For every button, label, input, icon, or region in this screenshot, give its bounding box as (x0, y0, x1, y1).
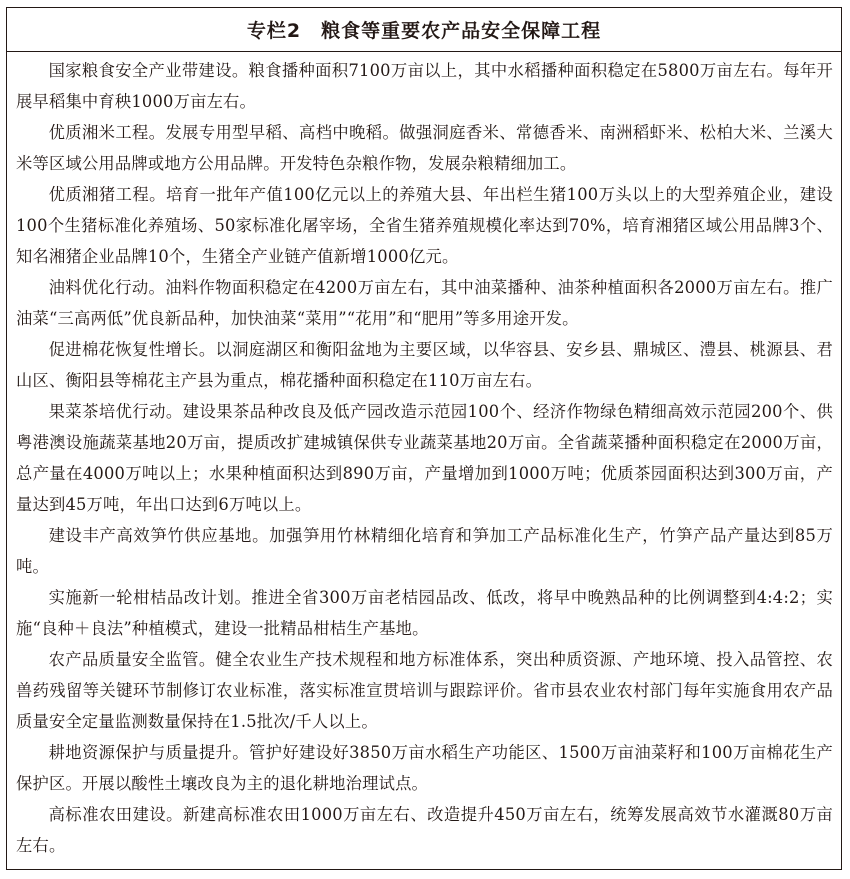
paragraph-lead: 油料优化行动。 (48, 278, 166, 297)
paragraph-lead: 优质湘米工程。 (48, 123, 166, 142)
paragraph-lead: 实施新一轮柑桔品改计划。 (48, 588, 252, 607)
paragraph-lead: 耕地资源保护与质量提升。 (48, 743, 249, 762)
paragraph-lead: 农产品质量安全监管。 (48, 650, 216, 669)
paragraph-hunan-pig (16, 179, 833, 272)
paragraph-lead: 促进棉花恢复性增长。 (48, 340, 216, 359)
paragraph-text: 建设果茶品种改良及低产园改造示范园100个、经济作物绿色精细高效示范园200个、供粤港澳设施蔬菜基地20万亩，提质改扩建城镇保供专业蔬菜基地20万亩。全省蔬菜播种面积稳定在2000万亩，总产量在4000万吨以上；水果种植面积达到890万亩，产量增加到1000万吨；优质茶园面积达到300万亩，产量达到45万吨，年出口达到6万吨以上。 (16, 402, 834, 514)
paragraph-lead: 果菜茶培优行动。 (48, 402, 183, 421)
paragraph-text: 以洞庭湖区和衡阳盆地为主要区域，以华容县、安乡县、鼎城区、澧县、桃源县、君山区、衡阳县等棉花主产县为重点，棉花播种面积稳定在110万亩左右。 (16, 340, 833, 390)
box-body (7, 52, 841, 861)
paragraph-oil-crops (16, 272, 833, 334)
paragraph-fruit-veg-tea (16, 396, 833, 520)
paragraph-text: 加强笋用竹林精细化培育和笋加工产品标准化生产，竹笋产品产量达到85万吨。 (16, 526, 833, 576)
paragraph-text: 发展专用型早稻、高档中晚稻。做强洞庭香米、常德香米、南洲稻虾米、松柏大米、兰溪大米等区域公用品牌或地方公用品牌。开发特色杂粮作物，发展杂粮精细加工。 (16, 123, 833, 173)
paragraph-text: 培育一批年产值100亿元以上的养殖大县、年出栏生猪100万头以上的大型养殖企业，建设100个生猪标准化养殖场、50家标准化屠宰场，全省生猪养殖规模化率达到70%，培育湘猪区域公用品牌3个、知名湘猪企业品牌10个，生猪全产业链产值新增1000亿元。 (16, 185, 833, 266)
paragraph-text: 油料作物面积稳定在4200万亩左右，其中油菜播种、油茶种植面积各2000万亩左右。推广油菜“三高两低”优良新品种，加快油菜“菜用”“花用”和“肥用”等多用途开发。 (16, 278, 833, 328)
paragraph-text: 推进全省300万亩老桔园品改、低改，将早中晚熟品种的比例调整到4:4:2；实施“良种＋良法”种植模式，建设一批精品柑桔生产基地。 (16, 588, 833, 638)
paragraph-citrus (16, 582, 833, 644)
paragraph-hunan-rice (16, 117, 833, 179)
paragraph-lead: 国家粮食安全产业带建设。 (48, 61, 249, 80)
paragraph-high-standard-farmland (16, 799, 833, 861)
box-title: 专栏2 粮食等重要农产品安全保障工程 (7, 8, 841, 52)
paragraph-lead: 优质湘猪工程。 (48, 185, 166, 204)
paragraph-text: 管护好建设好3850万亩水稻生产功能区、1500万亩油菜籽和100万亩棉花生产保护区。开展以酸性土壤改良为主的退化耕地治理试点。 (16, 743, 834, 793)
paragraph-text: 粮食播种面积7100万亩以上，其中水稻播种面积稳定在5800万亩左右。每年开展早稻集中育秧1000万亩左右。 (16, 61, 833, 111)
paragraph-lead: 建设丰产高效笋竹供应基地。 (48, 526, 270, 545)
paragraph-text: 新建高标准农田1000万亩左右、改造提升450万亩左右，统筹发展高效节水灌溉80万亩左右。 (16, 805, 833, 855)
paragraph-cotton (16, 334, 833, 396)
paragraph-farmland-protection (16, 737, 833, 799)
paragraph-lead: 高标准农田建设。 (48, 805, 183, 824)
paragraph-quality-supervision (16, 644, 833, 737)
column-box (6, 7, 842, 870)
paragraph-bamboo-shoots (16, 520, 833, 582)
paragraph-text: 健全农业生产技术规程和地方标准体系，突出种质资源、产地环境、投入品管控、农兽药残留等关键环节制修订农业标准，落实标准宣贯培训与跟踪评价。省市县农业农村部门每年实施食用农产品质量安全定量监测数量保持在1.5批次/千人以上。 (16, 650, 833, 731)
paragraph-grain-belt (16, 55, 833, 117)
